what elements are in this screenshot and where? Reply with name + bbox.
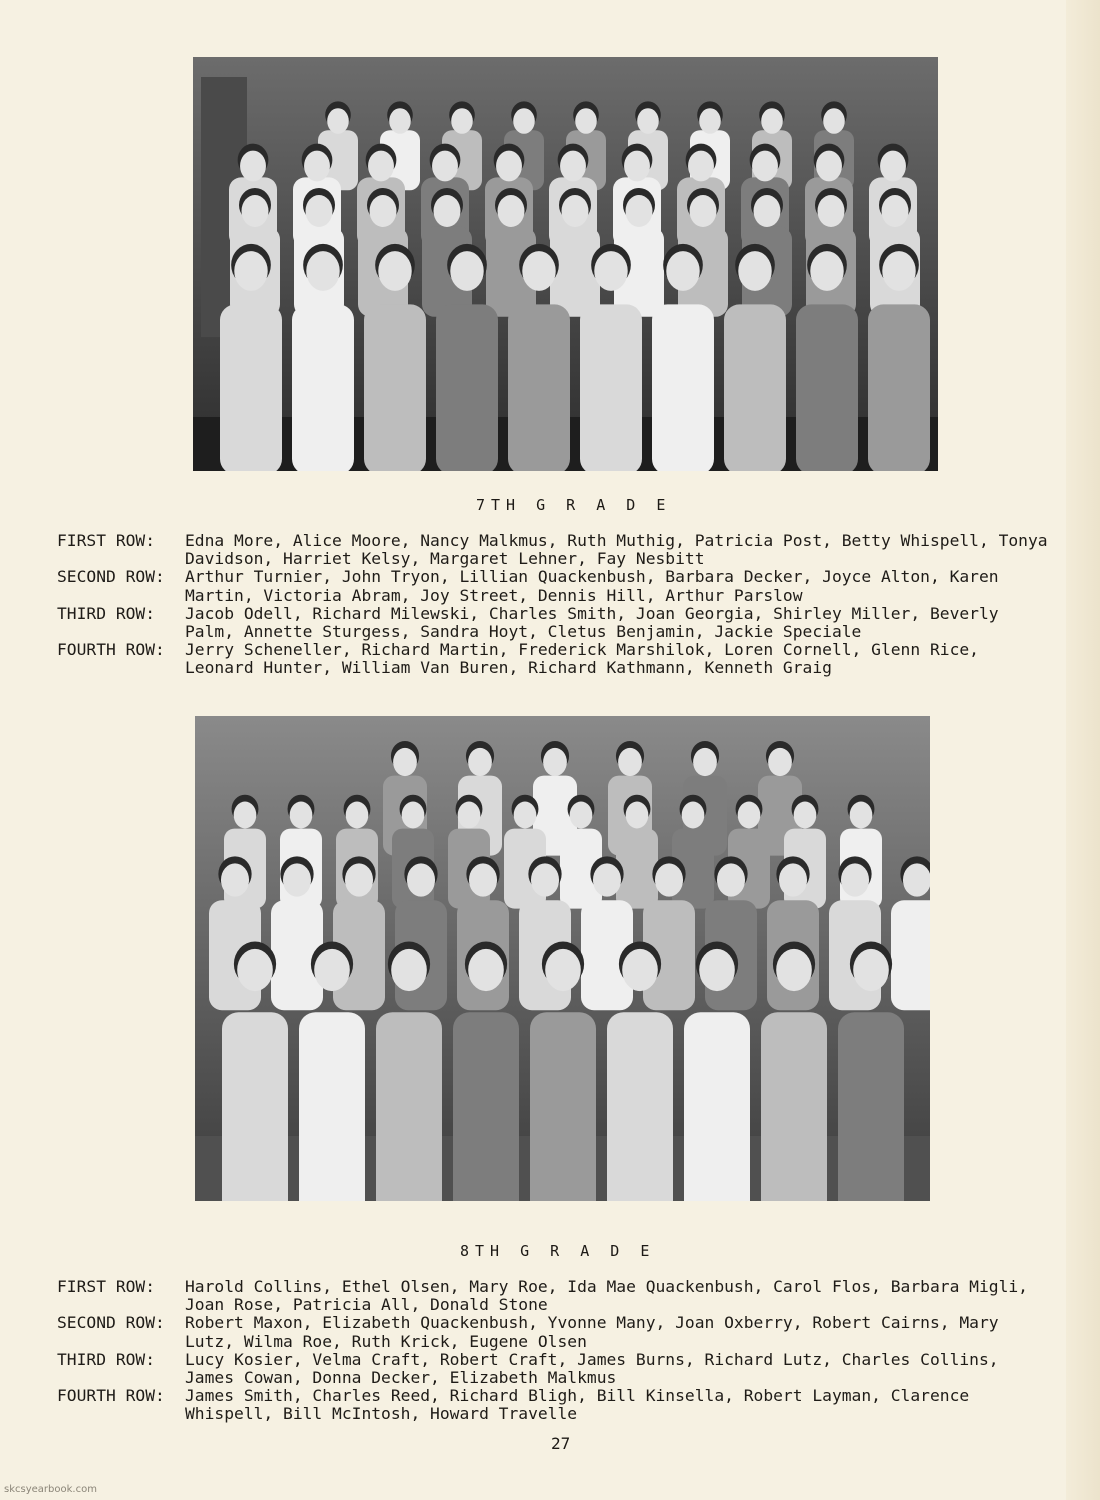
person-figure [652,304,714,471]
person-face [810,251,843,291]
class-photo-7th-grade [193,57,938,471]
row-label: FIRST ROW: [57,1277,156,1296]
person-figure [222,1012,288,1201]
person-face [882,251,915,291]
person-face [434,195,461,227]
row-names: Edna More, Alice Moore, Nancy Malkmus, Ruth Muthig, Patricia Post, Betty Whispell, Tonya Davidson, Harriet Kelsy, Margaret Lehner, Fay Nesbitt [185,531,1048,569]
person-figure [580,304,642,471]
person-face [531,863,559,896]
row-label: THIRD ROW: [57,603,156,623]
roster-7th-grade [57,532,1057,678]
person-face [468,748,492,776]
watermark: skcsyearbook.com [4,1484,97,1495]
row-label: FOURTH ROW: [57,1386,165,1406]
person-face [655,863,683,896]
person-face [594,251,627,291]
person-face [841,863,869,896]
person-figure [684,1012,750,1201]
person-figure [891,900,930,1010]
person-face [221,863,249,896]
row-names: Harold Collins, Ethel Olsen, Mary Roe, Ida Mae Quackenbush, Carol Flos, Barbara Migli, Joan Rose, Patricia All, Donald Stone [185,1277,1028,1315]
row-names: James Smith, Charles Reed, Richard Bligh, Bill Kinsella, Robert Layman, Clarence Whispell, Bill McIntosh, Howard Travelle [185,1386,970,1424]
person-figure [292,304,354,471]
person-face [242,195,269,227]
person-face [738,802,761,829]
person-face [393,748,417,776]
person-face [562,195,589,227]
person-face [637,108,659,134]
person-face [570,802,593,829]
person-figure [299,1012,365,1201]
person-face [850,802,873,829]
person-face [761,108,783,134]
row-names: Arthur Turnier, John Tryon, Lillian Quackenbush, Barbara Decker, Joyce Alton, Karen Martin, Victoria Abram, Joy Street, Dennis Hill, Arthur Parslow [185,567,999,605]
person-figure [364,304,426,471]
roster-row [57,641,1057,677]
person-face [237,949,273,991]
person-face [545,949,581,991]
person-figure [436,304,498,471]
person-face [823,108,845,134]
person-face [327,108,349,134]
person-figure [530,1012,596,1201]
row-names: Jacob Odell, Richard Milewski, Charles Smith, Joan Georgia, Shirley Miller, Beverly Palm, Annette Sturgess, Sandra Hoyt, Cletus Benjamin, Jackie Speciale [185,603,999,642]
page-edge [1066,0,1100,1500]
person-face [458,802,481,829]
roster-row [57,1278,1057,1314]
person-face [402,802,425,829]
person-face [498,195,525,227]
person-face [560,151,586,182]
person-face [618,748,642,776]
row-label: SECOND ROW: [57,1313,165,1333]
person-face [853,949,889,991]
person-face [575,108,597,134]
person-face [378,251,411,291]
roster-row [57,532,1057,568]
person-face [391,949,427,991]
person-face [407,863,435,896]
person-face [469,863,497,896]
class-photo-8th-grade [195,716,930,1201]
person-face [345,863,373,896]
person-figure [607,1012,673,1201]
person-face [450,251,483,291]
person-face [240,151,266,182]
person-face [306,251,339,291]
person-face [234,251,267,291]
person-figure [453,1012,519,1201]
person-face [690,195,717,227]
person-face [882,195,909,227]
person-face [626,802,649,829]
person-face [626,195,653,227]
person-face [622,949,658,991]
person-face [816,151,842,182]
row-label: THIRD ROW: [57,1349,156,1369]
person-face [522,251,555,291]
person-face [717,863,745,896]
row-names: Lucy Kosier, Velma Craft, Robert Craft, James Burns, Richard Lutz, Charles Collins, James Cowan, Donna Decker, Elizabeth Malkmus [185,1349,999,1388]
person-face [699,949,735,991]
person-face [699,108,721,134]
person-face [468,949,504,991]
section-title-8th-grade: 8TH G R A D E [460,1242,656,1260]
person-face [880,151,906,182]
person-figure [508,304,570,471]
person-figure [761,1012,827,1201]
section-title-7th-grade: 7TH G R A D E [476,496,672,514]
person-face [818,195,845,227]
row-label: SECOND ROW: [57,567,165,587]
person-face [432,151,458,182]
person-face [768,748,792,776]
person-figure [220,304,282,471]
person-face [314,949,350,991]
person-face [513,108,535,134]
person-face [283,863,311,896]
person-face [794,802,817,829]
person-face [304,151,330,182]
roster-row [57,1314,1057,1350]
person-face [666,251,699,291]
person-face [346,802,369,829]
person-face [624,151,650,182]
row-names: Robert Maxon, Elizabeth Quackenbush, Yvonne Many, Joan Oxberry, Robert Cairns, Mary Lutz, Wilma Roe, Ruth Krick, Eugene Olsen [185,1313,999,1351]
roster-row [57,1387,1057,1423]
person-figure [796,304,858,471]
row-names: Jerry Scheneller, Richard Martin, Frederick Marshilok, Loren Cornell, Glenn Rice, Leonard Hunter, William Van Buren, Richard Kathmann, Kenneth Graig [185,640,979,678]
row-label: FIRST ROW: [57,531,156,550]
person-face [451,108,473,134]
person-face [389,108,411,134]
person-face [543,748,567,776]
person-figure [376,1012,442,1201]
person-face [688,151,714,182]
person-face [693,748,717,776]
person-face [776,949,812,991]
person-face [752,151,778,182]
person-face [514,802,537,829]
person-face [496,151,522,182]
person-face [306,195,333,227]
roster-row [57,605,1057,641]
person-figure [838,1012,904,1201]
person-figure [724,304,786,471]
roster-row [57,568,1057,604]
person-face [754,195,781,227]
page-number: 27 [551,1434,571,1453]
person-face [682,802,705,829]
roster-8th-grade [57,1278,1057,1424]
person-figure [868,304,930,471]
person-face [368,151,394,182]
roster-row [57,1351,1057,1387]
row-label: FOURTH ROW: [57,640,165,660]
person-face [290,802,313,829]
person-face [234,802,257,829]
person-face [738,251,771,291]
person-face [593,863,621,896]
person-face [370,195,397,227]
person-face [903,863,930,896]
person-face [779,863,807,896]
